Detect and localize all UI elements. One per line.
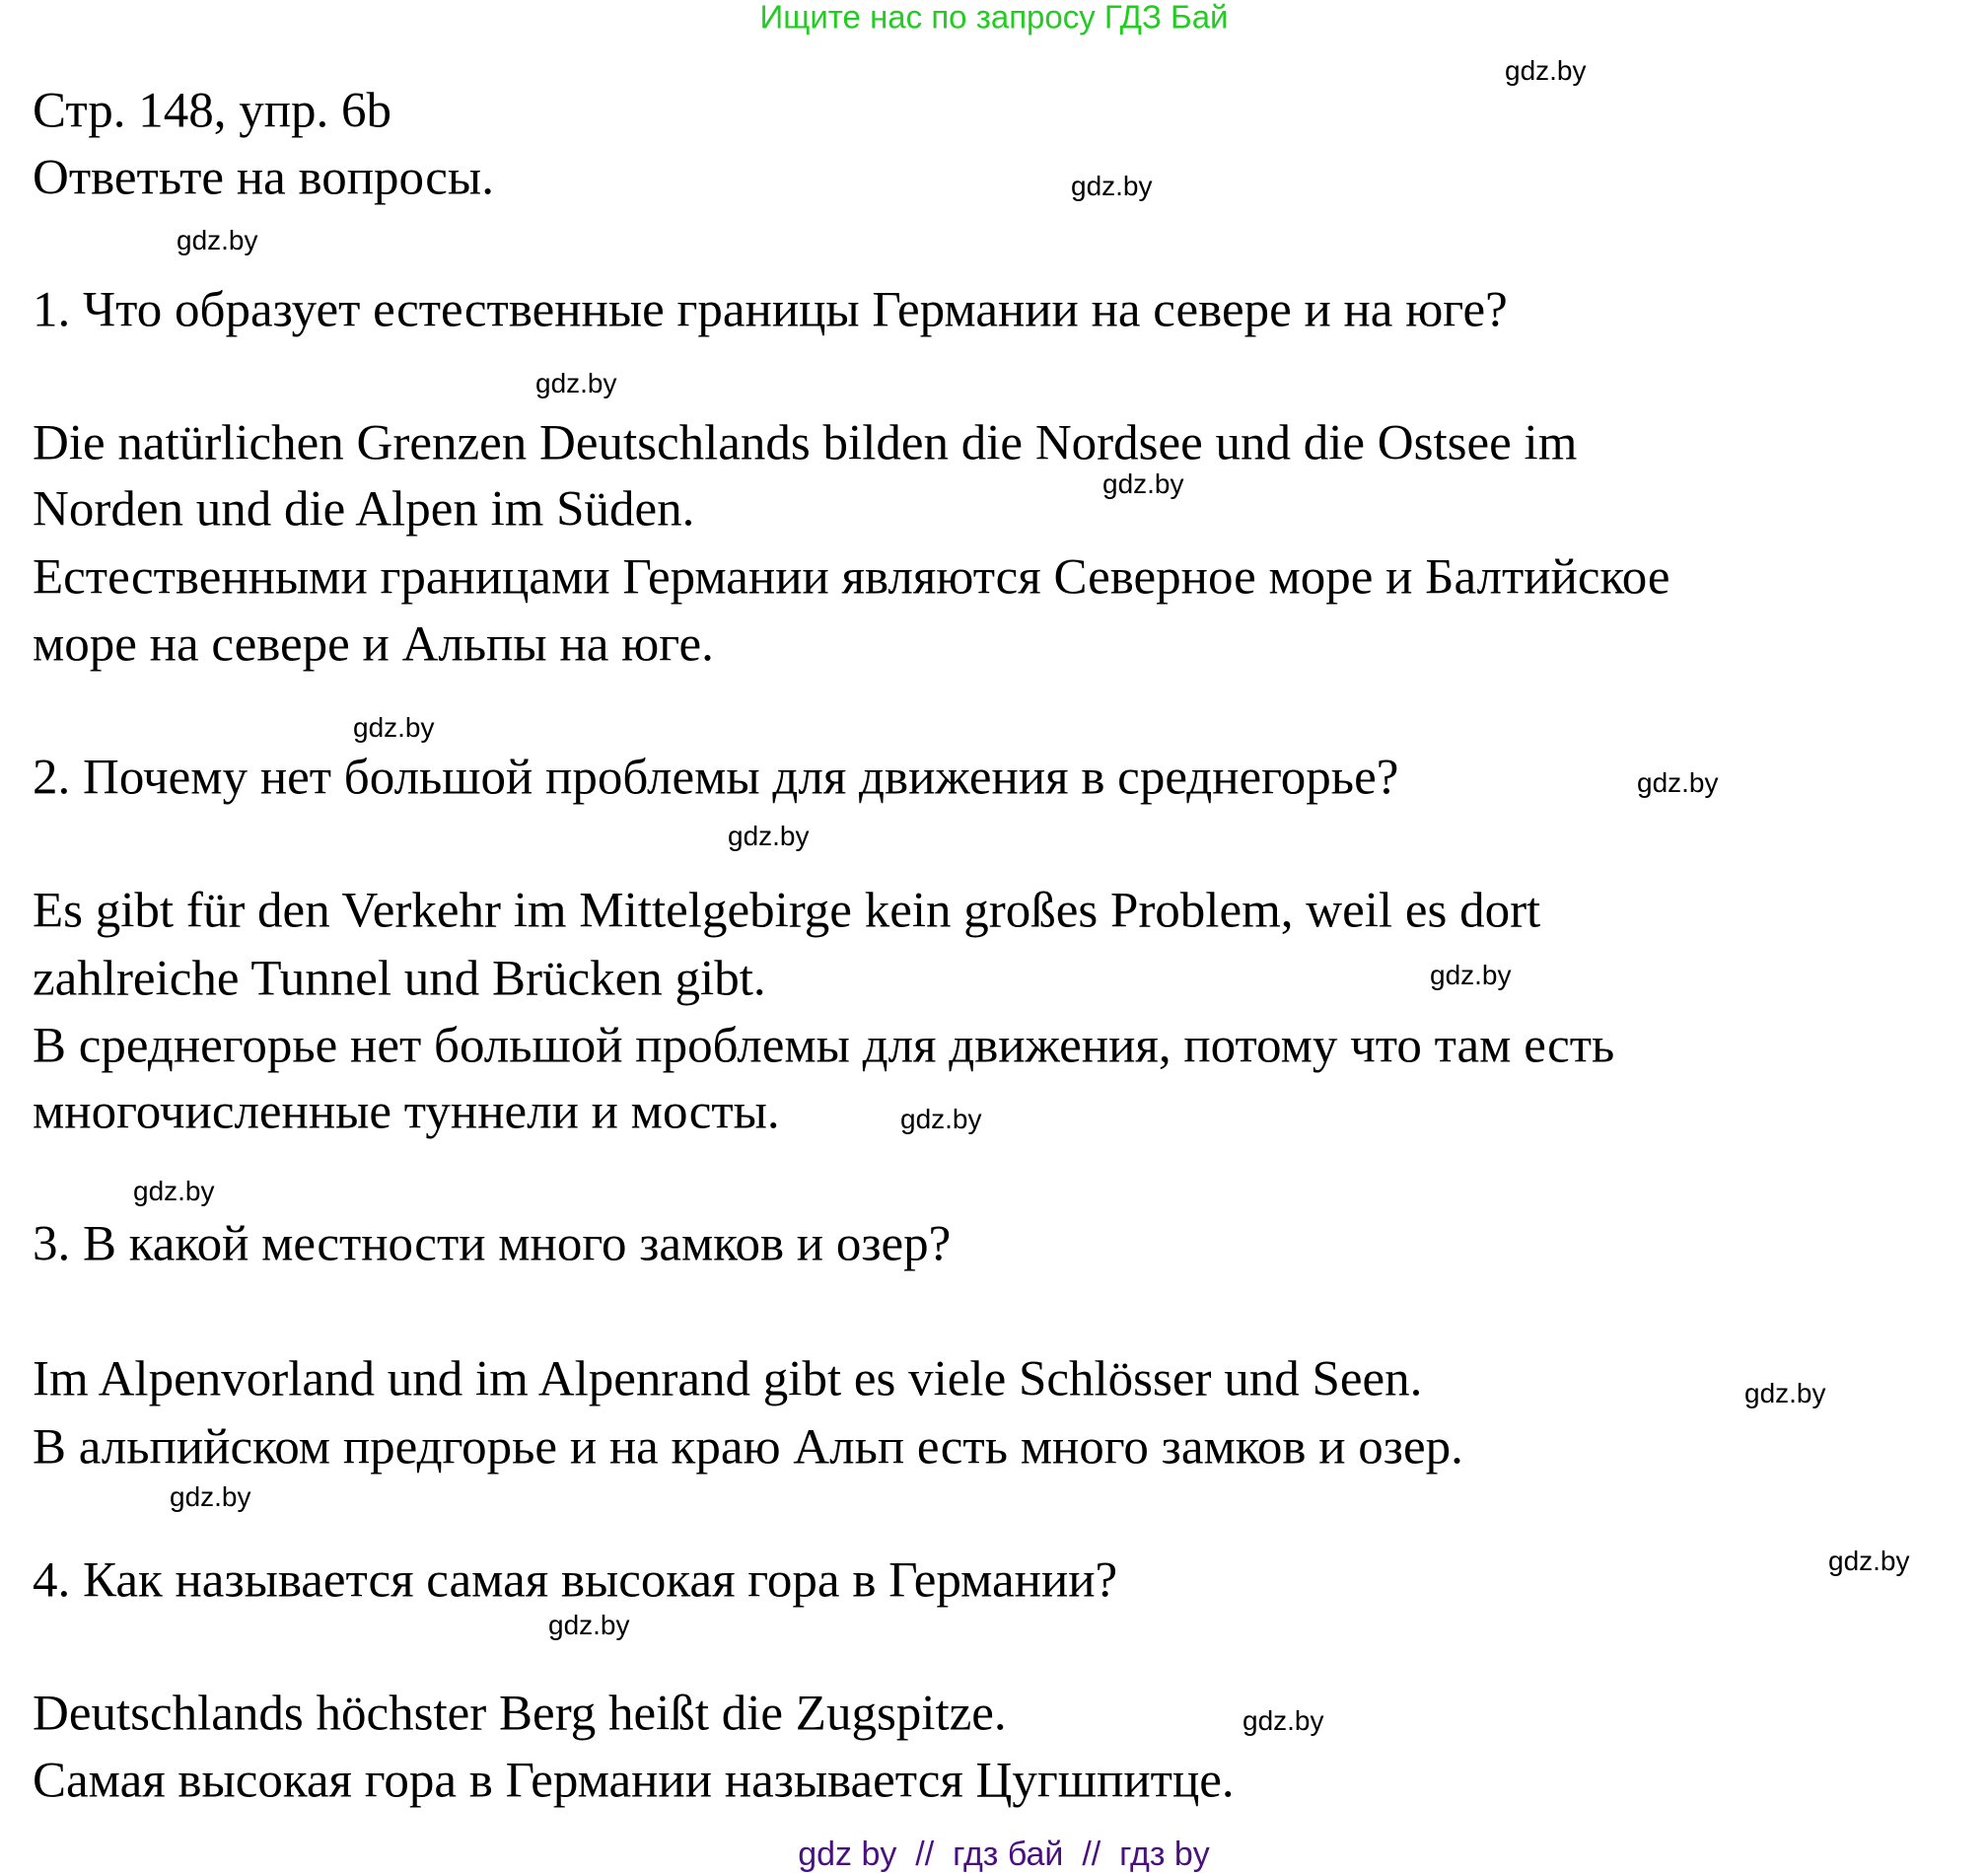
watermark: gdz.by [728,821,810,851]
footer-links: gdz by // гдз бай // гдз by [798,1836,1210,1873]
watermark: gdz.by [170,1481,251,1512]
watermark: gdz.by [353,712,435,743]
answer-ru-line: В среднегорье нет большой проблемы для движения, потому что там есть [33,1018,1615,1074]
watermark: gdz.by [1242,1705,1324,1736]
question-2: 2. Почему нет большой проблемы для движения в среднегорье? [33,750,1399,806]
watermark: gdz.by [1828,1546,1910,1576]
watermark: gdz.by [1430,960,1512,990]
answer-ru-line: Самая высокая гора в Германии называется Цугшпитце. [33,1753,1235,1809]
watermark: gdz.by [535,368,617,398]
answer-ru-line: Естественными границами Германии являются Северное море и Балтийское [33,549,1670,606]
answer-de-line: Im Alpenvorland und im Alpenrand gibt es viele Schlösser und Seen. [33,1351,1423,1407]
answer-ru-line: В альпийском предгорье и на краю Альп есть много замков и озер. [33,1419,1463,1476]
answer-ru-line: море на севере и Альпы на юге. [33,616,714,673]
search-banner: Ищите нас по запросу ГДЗ Бай [759,0,1229,36]
watermark: gdz.by [1071,171,1153,201]
answer-de-line: Es gibt für den Verkehr im Mittelgebirge kein großes Problem, weil es dort [33,883,1541,939]
watermark: gdz.by [133,1176,215,1206]
watermark: gdz.by [1637,767,1719,798]
answer-de-line: Norden und die Alpen im Süden. [33,481,695,538]
answer-de-line: Die natürlichen Grenzen Deutschlands bilden die Nordsee und die Ostsee im [33,415,1578,471]
question-1: 1. Что образует естественные границы Германии на севере и на юге? [33,282,1508,338]
watermark: gdz.by [900,1104,982,1134]
answer-de-line: Deutschlands höchster Berg heißt die Zugspitze. [33,1686,1007,1742]
watermark: gdz.by [1102,468,1184,499]
answer-ru-line: многочисленные туннели и мосты. [33,1084,780,1140]
answer-de-line: zahlreiche Tunnel und Brücken gibt. [33,951,766,1007]
watermark: gdz.by [1505,55,1587,86]
watermark: gdz.by [1744,1378,1826,1408]
question-4: 4. Как называется самая высокая гора в Германии? [33,1552,1118,1609]
watermark: gdz.by [177,225,258,255]
watermark: gdz.by [548,1610,630,1640]
instruction: Ответьте на вопросы. [33,150,494,206]
question-3: 3. В какой местности много замков и озер? [33,1216,952,1272]
page-title: Стр. 148, упр. 6b [33,83,392,139]
